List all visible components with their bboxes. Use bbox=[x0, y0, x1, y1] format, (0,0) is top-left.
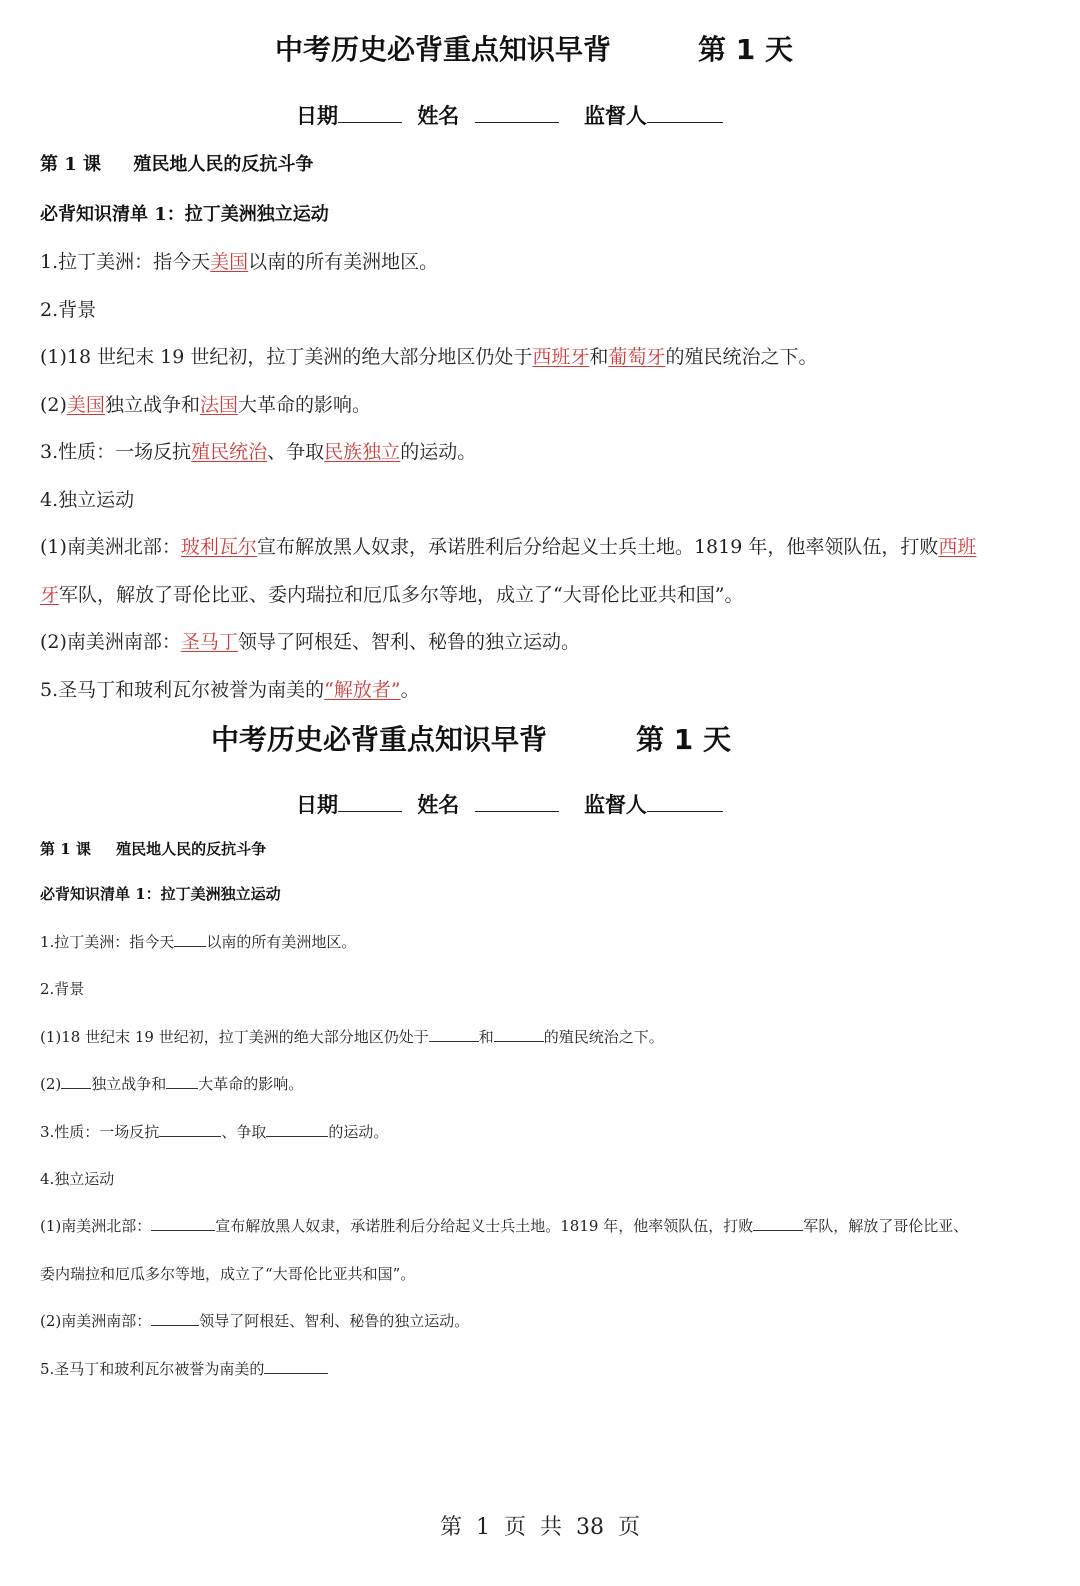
paragraph-1: 1.拉丁美洲：指今天美国以南的所有美洲地区。 bbox=[40, 251, 439, 273]
paragraph-3: (1)18 世纪末 19 世纪初，拉丁美洲的绝大部分地区仍处于 和 的殖民统治之下。 bbox=[40, 1028, 664, 1046]
name-label: 姓名 bbox=[417, 104, 460, 128]
fill-blank[interactable] bbox=[429, 1026, 479, 1042]
fill-blank[interactable] bbox=[753, 1215, 803, 1231]
answer: 美国 bbox=[66, 394, 105, 416]
answer: 西班牙 bbox=[532, 346, 590, 368]
answer: 美国 bbox=[210, 251, 249, 273]
checklist-heading: 必背知识清单 1：拉丁美洲独立运动 bbox=[40, 204, 329, 225]
date-label: 日期 bbox=[296, 793, 338, 817]
info-row bbox=[296, 100, 723, 130]
paragraph-7: (1)南美洲北部： 宣布解放黑人奴隶，承诺胜利后分给起义士兵土地。1819 年，他率领队伍，打败 军队，解放了哥伦比亚、 bbox=[40, 1217, 969, 1235]
answer: 殖民统治 bbox=[191, 441, 268, 463]
date-line bbox=[338, 101, 402, 123]
paragraph-1: 1.拉丁美洲：指今天 以南的所有美洲地区。 bbox=[40, 933, 357, 951]
answer: 圣马丁 bbox=[180, 631, 238, 653]
sheet-title: 中考历史必背重点知识早背 bbox=[275, 33, 612, 66]
lesson-number: 第 1 课 bbox=[40, 840, 91, 858]
name-label: 姓名 bbox=[417, 793, 460, 817]
fill-blank[interactable] bbox=[264, 1358, 328, 1374]
paragraph-8: (2)南美洲南部： 领导了阿根廷、智利、秘鲁的独立运动。 bbox=[40, 1312, 470, 1330]
paragraph-7: (1)南美洲北部：玻利瓦尔宣布解放黑人奴隶，承诺胜利后分给起义士兵土地。1819 年，他率领队伍，打败西班 bbox=[40, 536, 977, 558]
answer: 葡萄牙 bbox=[608, 346, 666, 368]
answer: 西班 bbox=[938, 536, 977, 558]
lesson-heading bbox=[40, 838, 266, 859]
paragraph-8: (2)南美洲南部：圣马丁领导了阿根廷、智利、秘鲁的独立运动。 bbox=[40, 631, 580, 653]
supervisor-label: 监督人 bbox=[583, 793, 647, 817]
answer: “解放者” bbox=[324, 679, 401, 701]
fill-blank[interactable] bbox=[266, 1121, 328, 1137]
paragraph-9: 5.圣马丁和玻利瓦尔被誉为南美的“解放者”。 bbox=[40, 679, 420, 701]
paragraph-6: 4.独立运动 bbox=[40, 1170, 115, 1188]
answer: 玻利瓦尔 bbox=[180, 536, 257, 558]
fill-blank[interactable] bbox=[166, 1073, 198, 1089]
paragraph-7-cont: 牙军队，解放了哥伦比亚、委内瑞拉和厄瓜多尔等地，成立了“大哥伦比亚共和国”。 bbox=[40, 584, 744, 606]
paragraph-7-cont: 委内瑞拉和厄瓜多尔等地，成立了“大哥伦比亚共和国”。 bbox=[40, 1265, 416, 1283]
page-footer: 第 1 页 共 38 页 bbox=[440, 1515, 640, 1540]
lesson-title: 殖民地人民的反抗斗争 bbox=[133, 154, 314, 175]
supervisor-line bbox=[647, 101, 723, 123]
checklist-heading: 必背知识清单 1：拉丁美洲独立运动 bbox=[40, 885, 281, 903]
sheet-title: 中考历史必背重点知识早背 bbox=[211, 723, 548, 756]
paragraph-6: 4.独立运动 bbox=[40, 489, 135, 511]
paragraph-3: (1)18 世纪末 19 世纪初，拉丁美洲的绝大部分地区仍处于西班牙和葡萄牙的殖民统治之下。 bbox=[40, 346, 818, 368]
date-label: 日期 bbox=[296, 104, 338, 128]
answer: 法国 bbox=[199, 394, 238, 416]
lesson-heading bbox=[40, 150, 313, 176]
fill-blank[interactable] bbox=[61, 1073, 91, 1089]
fill-blank[interactable] bbox=[151, 1215, 215, 1231]
answer: 民族独立 bbox=[324, 441, 401, 463]
supervisor-label: 监督人 bbox=[583, 104, 647, 128]
day-label: 第 1 天 bbox=[636, 723, 731, 756]
paragraph-5: 3.性质：一场反抗殖民统治、争取民族独立的运动。 bbox=[40, 441, 477, 463]
name-line bbox=[475, 790, 559, 812]
day-label: 第 1 天 bbox=[698, 33, 793, 66]
date-line bbox=[338, 790, 402, 812]
name-line bbox=[475, 101, 559, 123]
fill-blank[interactable] bbox=[494, 1026, 544, 1042]
lesson-title: 殖民地人民的反抗斗争 bbox=[116, 840, 267, 858]
supervisor-line bbox=[647, 790, 723, 812]
fill-blank[interactable] bbox=[151, 1310, 199, 1326]
paragraph-5: 3.性质：一场反抗 、争取 的运动。 bbox=[40, 1123, 389, 1141]
paragraph-9: 5.圣马丁和玻利瓦尔被誉为南美的 bbox=[40, 1358, 328, 1379]
paragraph-4: (2) 独立战争和 大革命的影响。 bbox=[40, 1075, 304, 1093]
answer: 牙 bbox=[40, 584, 60, 606]
paragraph-2: 2.背景 bbox=[40, 299, 97, 321]
paragraph-4: (2)美国独立战争和法国大革命的影响。 bbox=[40, 394, 371, 416]
lesson-number: 第 1 课 bbox=[40, 154, 102, 175]
info-row bbox=[296, 789, 723, 819]
paragraph-2: 2.背景 bbox=[40, 980, 85, 998]
fill-blank[interactable] bbox=[159, 1121, 221, 1137]
fill-blank[interactable] bbox=[174, 931, 206, 947]
